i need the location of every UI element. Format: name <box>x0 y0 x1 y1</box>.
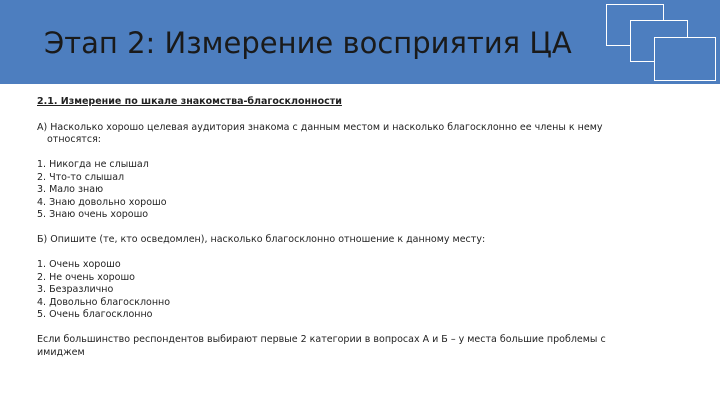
slide-body <box>37 96 677 359</box>
list-item: 4. Знаю довольно хорошо <box>37 196 167 208</box>
conclusion <box>37 334 677 359</box>
list-item: 4. Довольно благосклонно <box>37 296 171 308</box>
list-item: 2. Что-то слышал <box>37 171 125 183</box>
slide-title: Этап 2: Измерение восприятия ЦА <box>44 26 572 60</box>
list-item: 3. Безразлично <box>37 284 114 295</box>
list-item: 1. Очень хорошо <box>37 259 121 270</box>
question-a <box>37 122 677 147</box>
question-a-line: относятся: <box>47 134 101 145</box>
title-bar <box>0 0 720 84</box>
list-item: 5. Знаю очень хорошо <box>37 209 149 220</box>
question-a-line: А) Насколько хорошо целевая аудитория знакома с данным местом и насколько благосклонно ее члены к нему <box>37 121 603 133</box>
list-item: 5. Очень благосклонно <box>37 309 153 320</box>
list-item: 1. Никогда не слышал <box>37 159 149 170</box>
conclusion-line: Если большинство респондентов выбирают первые 2 категории в вопросах А и Б – у места большие проблемы с <box>37 334 606 345</box>
answer-list-b <box>37 259 677 322</box>
conclusion-line: имиджем <box>37 346 85 358</box>
section-subtitle: 2.1. Измерение по шкале знакомства-благосклонности <box>37 96 342 107</box>
list-item: 3. Мало знаю <box>37 184 104 195</box>
decorative-square <box>654 37 716 81</box>
question-b: Б) Опишите (те, кто осведомлен), насколько благосклонно отношение к данному месту: <box>37 234 486 245</box>
answer-list-a <box>37 159 677 222</box>
list-item: 2. Не очень хорошо <box>37 271 135 283</box>
